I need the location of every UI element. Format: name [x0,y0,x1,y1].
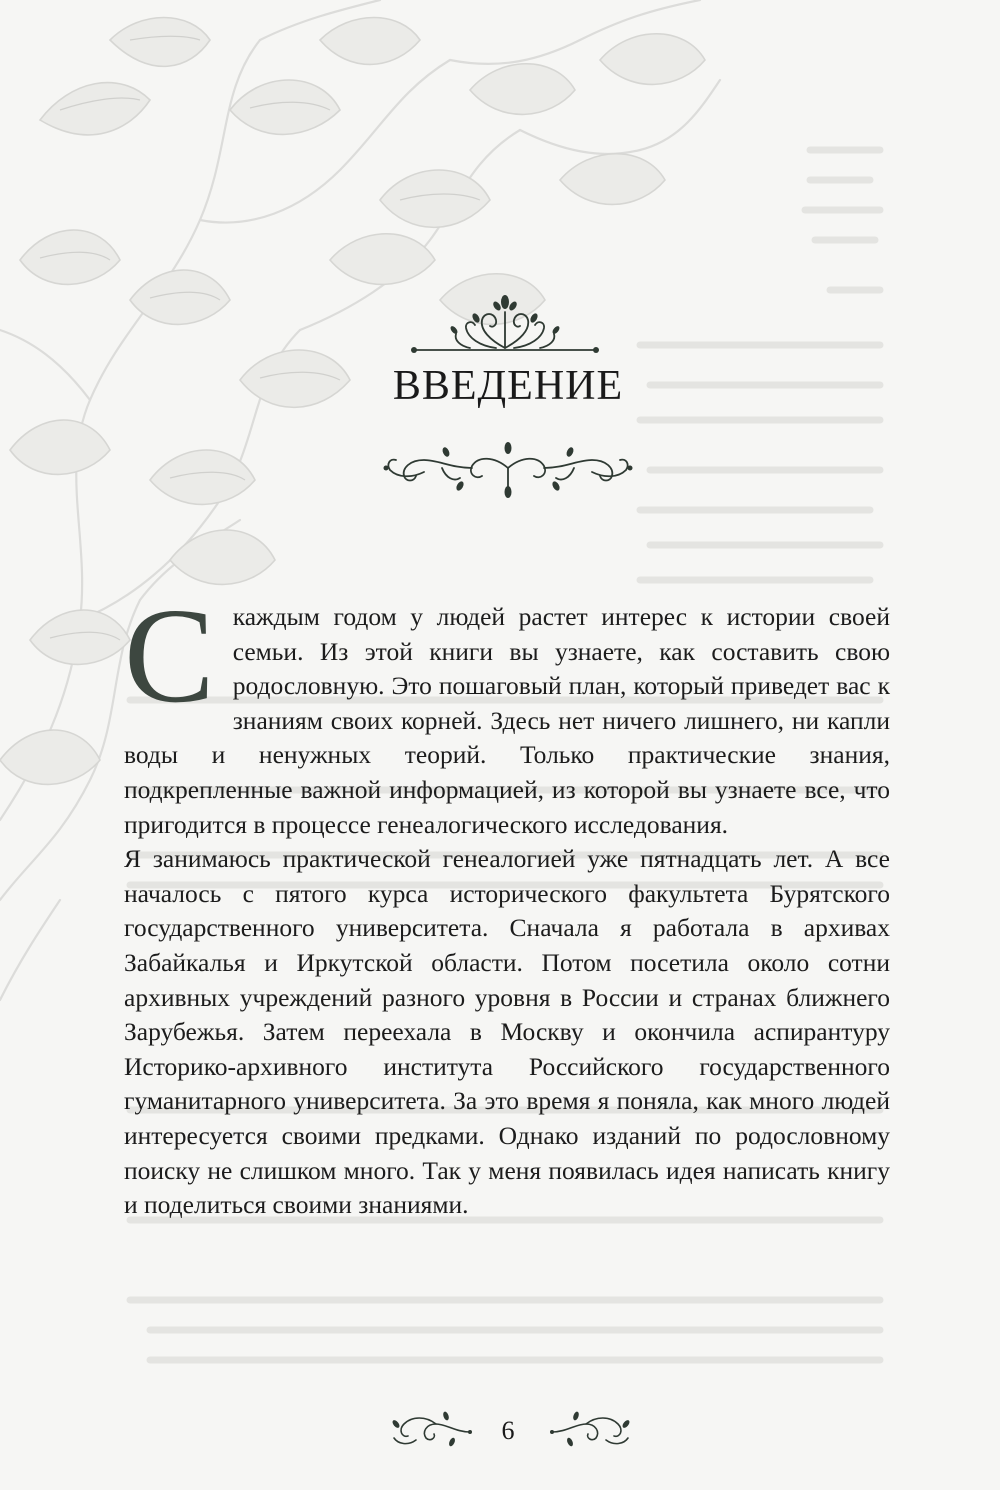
body-text [124,581,890,1223]
drop-cap: С [124,581,215,731]
floral-vignette-icon [410,290,600,360]
page-footer [380,1410,640,1460]
footer-flourish-right-icon [548,1410,636,1452]
chapter-title: ВВЕДЕНИЕ [392,363,624,409]
paragraph-1 [124,581,890,842]
page-number: 6 [501,1416,515,1445]
paragraph-1-text: каждым годом у людей растет интерес к истории своей семьи. Из этой книги вы узнаете, как составить свою родословную. Это пошаговый план, который приведет вас к знаниям своих корней. Здесь нет ничего лишнего, ни капли воды и ненужных теорий. Только практические знания, подкрепленные важной информацией, из которой вы узнаете все, что пригодится в процессе генеалогического исследования. [124,602,890,839]
scroll-divider-icon [382,438,634,500]
paragraph-2: Я занимаюсь практической генеалогией уже пятнадцать лет. А все началось с пятого курса исторического факультета Бурятского государственного университета. Сначала я работала в архивах Забайкалья и Иркутской области. Потом посетила около сотни архивных учреждений разного уровня в России и странах ближнего Зарубежья. Затем переехала в Москву и окончила аспирантуру Историко-архивного института Российского государственного гуманитарного университета. За это время я поняла, как много людей интересуется своими предками. Однако изданий по родословному поиску не слишком много. Так у меня появилась идея написать книгу и поделиться своими знаниями. [124,844,890,1220]
